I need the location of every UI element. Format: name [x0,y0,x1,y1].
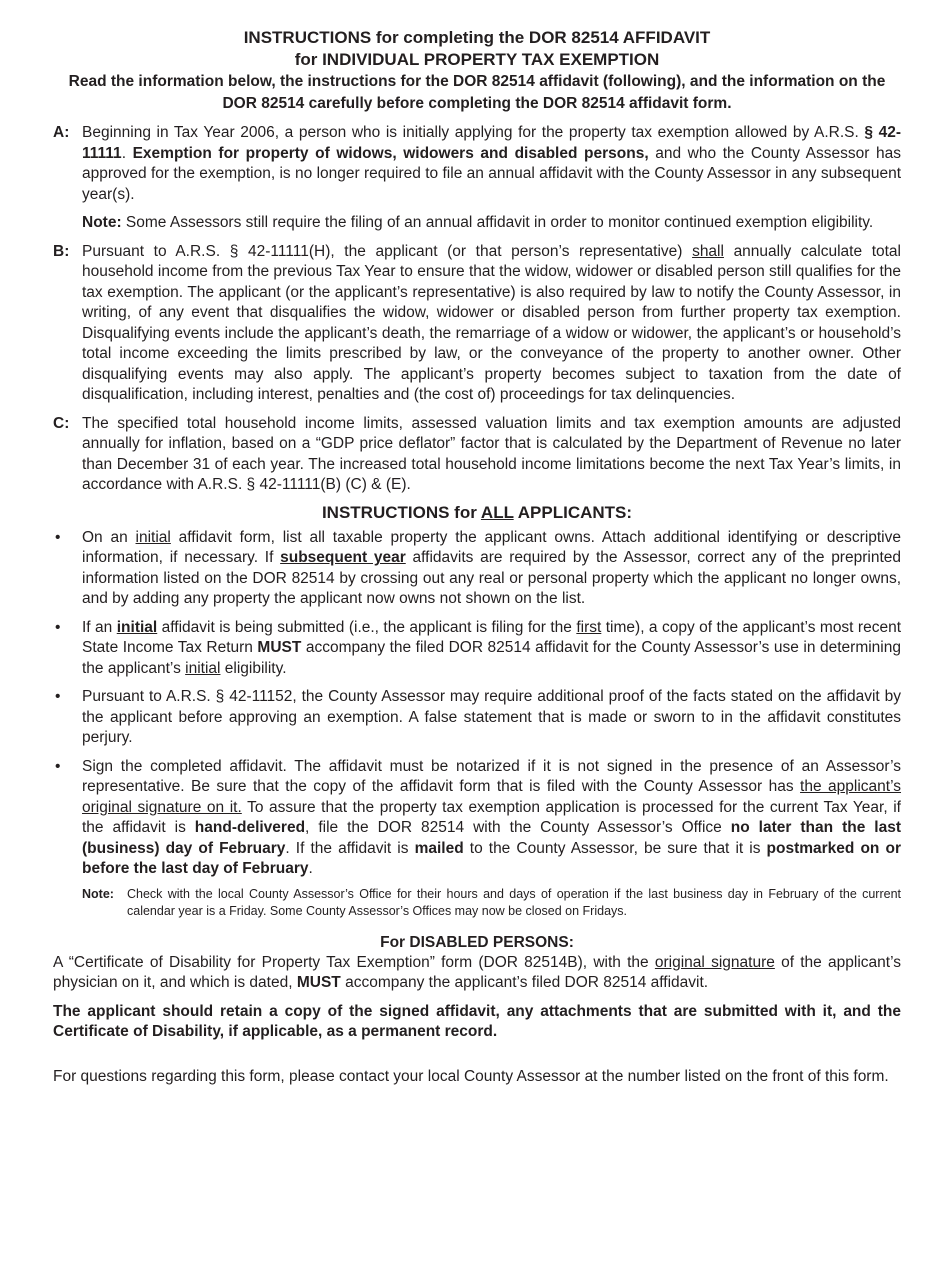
questions-text: For questions regarding this form, please contact your local County Assessor at the number listed on the front of this form. [53,1067,889,1085]
list-item [53,618,901,680]
bullet-text-3: Pursuant to A.R.S. § 42-11152, the County Assessor may require additional proof of the facts stated on the affidavit by the applicant before approving an exemption. A false statement that is made or sworn to in the affidavit constitutes perjury. [82,688,901,746]
section-a-note: Note: Some Assessors still require the filing of an annual affidavit in order to monitor continued exemption eligibility. [82,214,874,231]
all-applicants-title: INSTRUCTIONS for ALL APPLICANTS: [321,502,633,522]
list-item [53,528,901,610]
friday-note-text: Check with the local County Assessor’s Office for their hours and days of operation if the last business day in February of the current calendar year is a Friday. Some County Assessor’s Offices may now be closed on Fridays. [127,886,901,918]
bullet-icon: • [55,618,61,636]
section-b-text: Pursuant to A.R.S. § 42-11111(H), the applicant (or that person’s representative) shall annually calculate total household income from the previous Tax Year to ensure that the widow, widower or disabled person still qualifies for the tax exemption. The applicant (or the applicant’s representative) is also required by law to notify the County Assessor, in writing, of any event that disqualifies the widow, widower or disabled person from further property tax exemption. Disqualifying events include the applicant’s death, the remarriage of a widow or widower, the applicant’s or household’s total income exceeding the limits prescribed by law, or the conveyance of the property to another owner. Other disqualifying events may also apply. The applicant’s property becomes subject to taxation from the date of disqualification, including interest, penalties and (the cost of) proceedings for tax delinquencies. [82,242,901,403]
bullet-text-4: Sign the completed affidavit. The affidavit must be notarized if it is not signed in the presence of an Assessor’s representative. Be sure that the copy of the affidavit form that is filed with the County Assessor has the applicant’s original signature on it. To assure that the property tax exemption application is processed for the current Tax Year, if the affidavit is hand-delivered, file the DOR 82514 with the County Assessor’s Office no later than the last (business) day of February. If the affidavit is mailed to the County Assessor, be sure that it is postmarked on or before the last day of February. [82,757,902,877]
section-a-text: Beginning in Tax Year 2006, a person who is initially applying for the property tax exemption allowed by A.R.S. § 42-11111. Exemption for property of widows, widowers and disabled persons, and who the County Assessor has approved for the exemption, is no longer required to file an annual affidavit with the County Assessor in any subsequent year(s). [82,124,901,203]
bullet-icon: • [55,688,61,705]
section-a-label: A: [53,124,70,141]
instructions-page [53,27,901,1087]
bullet-text-2: If an initial affidavit is being submitted (i.e., the applicant is filing for the first time), a copy of the applicant’s most recent State Income Tax Return MUST accompany the filed DOR 82514 affidavit for the County Assessor’s use in determining the applicant’s initial eligibility. [82,618,902,677]
disabled-persons-title: For DISABLED PERSONS: [380,933,574,951]
section-c-text: The specified total household income limits, assessed valuation limits and tax exemption amounts are adjusted annually for inflation, based on a “GDP price deflator” factor that is calculated by the Department of Revenue no later than December 31 of each year. The increased total household income limitations become the next Tax Year’s limits, in accordance with A.R.S. § 42-11111(B) (C) & (E). [82,414,901,493]
bullet-icon: • [55,757,61,775]
intro-text: Read the information below, the instructions for the DOR 82514 affidavit (following), and the information on the DOR 82514 carefully before completing the DOR 82514 affidavit form. [68,73,886,112]
section-c-label: C: [53,414,70,432]
section-c [53,414,901,496]
section-a [53,123,901,205]
section-b-label: B: [53,242,70,260]
retain-record-note: The applicant should retain a copy of the signed affidavit, any attachments that are submitted with it, and the Certificate of Disability, if applicable, as a permanent record. [53,1002,901,1040]
title-line-2: for INDIVIDUAL PROPERTY TAX EXEMPTION [294,50,660,69]
bullet-text-1: On an initial affidavit form, list all taxable property the applicant owns. Attach additional identifying or descriptive information, if necessary. If subsequent year affidavits are required by the Assessor, correct any of the preprinted information listed on the DOR 82514 by crossing out any real or personal property which the applicant no longer owns, and by adding any property the applicant now owns not shown on the list. [82,528,901,607]
disabled-persons-text: A “Certificate of Disability for Property Tax Exemption” form (DOR 82514B), with the original signature of the applicant’s physician on it, and which is dated, MUST accompany the applicant’s filed DOR 82514 affidavit. [53,953,901,991]
friday-note-label: Note: [82,886,114,901]
bullet-icon: • [55,528,61,546]
list-item [53,687,901,749]
friday-note [82,886,901,920]
section-b [53,242,901,406]
list-item [53,757,901,880]
title-line-1: INSTRUCTIONS for completing the DOR 82514 AFFIDAVIT [243,28,711,47]
